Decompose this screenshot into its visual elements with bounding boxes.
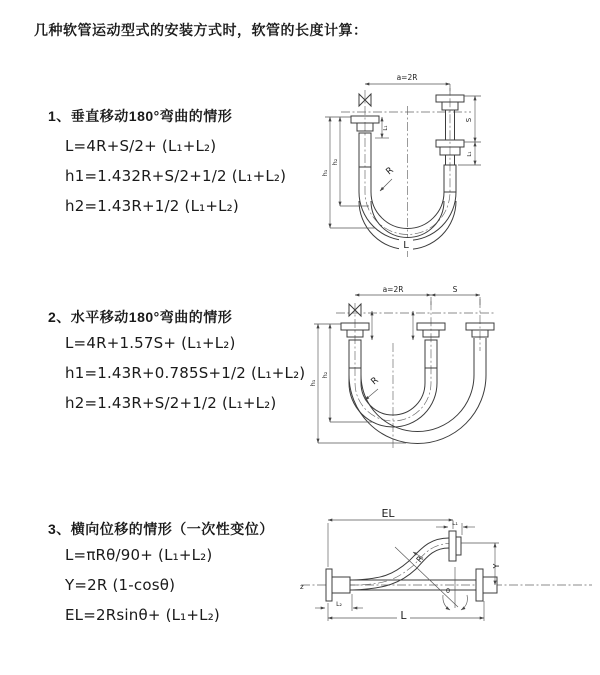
radius-callout xyxy=(365,376,381,400)
svg-text:L: L xyxy=(403,240,409,251)
page-title: 几种软管运动型式的安装方式时，软管的长度计算： xyxy=(34,22,368,38)
svg-text:a=2R: a=2R xyxy=(382,285,404,294)
formula: EL=2Rsinθ+ (L₁+L₂) xyxy=(65,606,220,624)
formula: L=4R+S/2+ (L₁+L₂) xyxy=(65,137,217,155)
svg-text:h₂: h₂ xyxy=(331,158,339,166)
formula: h1=1.432R+S/2+1/2 (L₁+L₂) xyxy=(65,167,287,185)
hose-displaced-curve xyxy=(352,538,449,590)
radius-callout xyxy=(380,166,396,191)
svg-text:L₂: L₂ xyxy=(336,601,342,608)
dimension-l1-left xyxy=(375,117,389,138)
svg-text:a=2R: a=2R xyxy=(396,73,418,82)
length-label xyxy=(399,238,413,251)
upper-right-flange xyxy=(449,531,461,561)
formula: h2=1.43R+1/2 (L₁+L₂) xyxy=(65,197,239,215)
svg-text:R: R xyxy=(384,165,396,178)
section-1-heading: 1、垂直移动180°弯曲的情形 xyxy=(48,108,233,124)
svg-text:R: R xyxy=(369,375,381,388)
dimension-s-l1 xyxy=(458,96,481,165)
dimension-h1-h2 xyxy=(321,117,375,228)
svg-text:EL: EL xyxy=(381,507,395,520)
svg-text:L₁: L₁ xyxy=(383,125,389,131)
svg-text:L: L xyxy=(400,609,407,622)
svg-text:z: z xyxy=(300,583,304,591)
diagram-vertical-180-bend xyxy=(313,70,585,262)
formula: Y=2R (1-cosθ) xyxy=(65,576,176,594)
svg-text:R: R xyxy=(414,554,426,565)
left-flange xyxy=(326,569,350,601)
formula: h1=1.43R+0.785S+1/2 (L₁+L₂) xyxy=(65,364,306,382)
fitting-dimensions xyxy=(372,311,413,340)
section-2-heading: 2、水平移动180°弯曲的情形 xyxy=(48,309,233,325)
dimension-l2 xyxy=(315,594,363,611)
dimension-el xyxy=(328,507,453,567)
diagram-lateral-displacement xyxy=(296,505,598,645)
dimension-a2r-s xyxy=(355,285,480,305)
svg-text:Y: Y xyxy=(492,563,501,569)
centerlines xyxy=(336,299,494,448)
hose-curves xyxy=(349,338,486,444)
formula: h2=1.43R+S/2+1/2 (L₁+L₂) xyxy=(65,394,277,412)
dimension-a2r xyxy=(365,73,450,94)
svg-text:L₁: L₁ xyxy=(467,151,473,157)
svg-text:L₁: L₁ xyxy=(452,520,458,527)
centerlines xyxy=(341,88,471,257)
dimension-l xyxy=(328,601,484,622)
formula: L=πRθ/90+ (L₁+L₂) xyxy=(65,546,213,564)
svg-text:h₂: h₂ xyxy=(321,371,329,379)
angle-theta xyxy=(443,567,468,610)
formula: L=4R+1.57S+ (L₁+L₂) xyxy=(65,334,236,352)
section-3-heading: 3、横向位移的情形（一次性变位） xyxy=(48,521,274,537)
svg-text:S: S xyxy=(452,285,458,294)
svg-text:S: S xyxy=(465,117,473,123)
svg-text:h₁: h₁ xyxy=(321,169,329,177)
svg-text:θ: θ xyxy=(446,587,450,595)
svg-text:h₁: h₁ xyxy=(309,379,317,387)
diagram-horizontal-180-bend xyxy=(306,283,598,461)
left-pipe xyxy=(341,323,369,368)
